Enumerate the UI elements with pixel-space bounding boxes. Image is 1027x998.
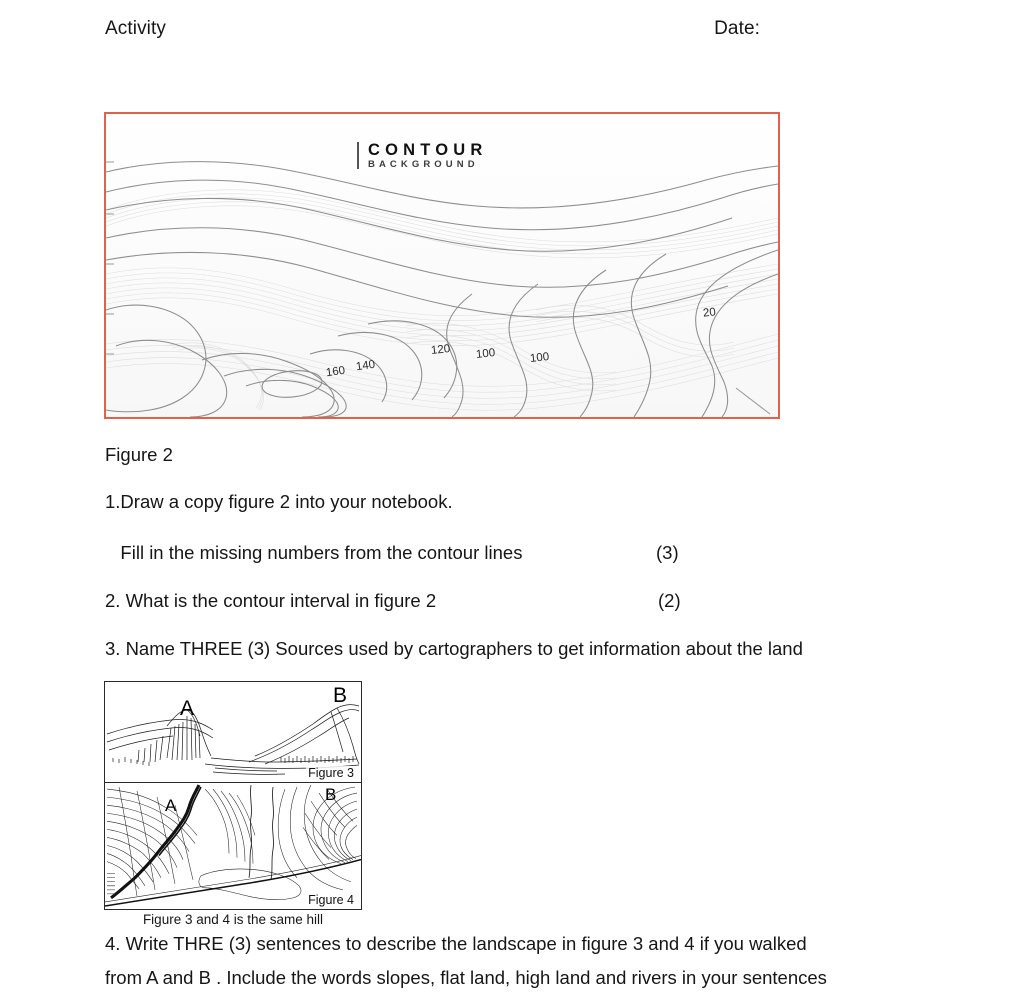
contour-label-100-b: 100	[529, 351, 550, 365]
contour-label-100-a: 100	[475, 347, 496, 361]
page-header	[105, 18, 760, 40]
question-1-subitem: Fill in the missing numbers from the contour lines	[105, 542, 523, 563]
figures-3-and-4-block	[104, 681, 362, 927]
figure3-panel	[104, 681, 362, 783]
question-4-line1: 4. Write THRE (3) sentences to describe the landscape in figure 3 and 4 if you walked	[105, 933, 807, 954]
figure4-caption: Figure 4	[308, 893, 354, 907]
question-1: 1.Draw a copy figure 2 into your notebook.	[105, 491, 453, 512]
figure4-point-a: A	[165, 796, 177, 815]
contour-watermark	[357, 141, 488, 171]
watermark-divider-bar	[357, 142, 359, 169]
figure4-contour-map-sketch	[105, 783, 361, 909]
figure4-point-b: B	[325, 785, 337, 804]
contour-label-120: 120	[430, 343, 451, 357]
activity-label: Activity	[105, 18, 166, 39]
figure2-contour-map	[104, 112, 780, 419]
figure3-point-a: A	[180, 697, 195, 720]
figure4-panel	[104, 783, 362, 910]
figures-shared-caption: Figure 3 and 4 is the same hill	[142, 912, 324, 927]
question-4-line2: from A and B . Include the words slopes, flat land, high land and rivers in your sentences	[105, 967, 827, 988]
date-label: Date:	[714, 18, 760, 39]
figure3-caption: Figure 3	[308, 766, 354, 780]
question-1-marks: (3)	[656, 542, 679, 563]
question-3: 3. Name THREE (3) Sources used by cartographers to get information about the land	[105, 638, 803, 659]
contour-label-140: 140	[355, 358, 376, 374]
question-2: 2. What is the contour interval in figure 2	[105, 590, 437, 611]
watermark-subtitle: BACKGROUND	[368, 159, 479, 171]
question-2-marks: (2)	[658, 590, 681, 611]
figure2-caption: Figure 2	[105, 444, 173, 465]
watermark-title: CONTOUR	[368, 141, 488, 159]
contour-label-160: 160	[325, 364, 346, 380]
figure3-point-b: B	[333, 684, 348, 707]
contour-label-20: 20	[702, 306, 717, 320]
